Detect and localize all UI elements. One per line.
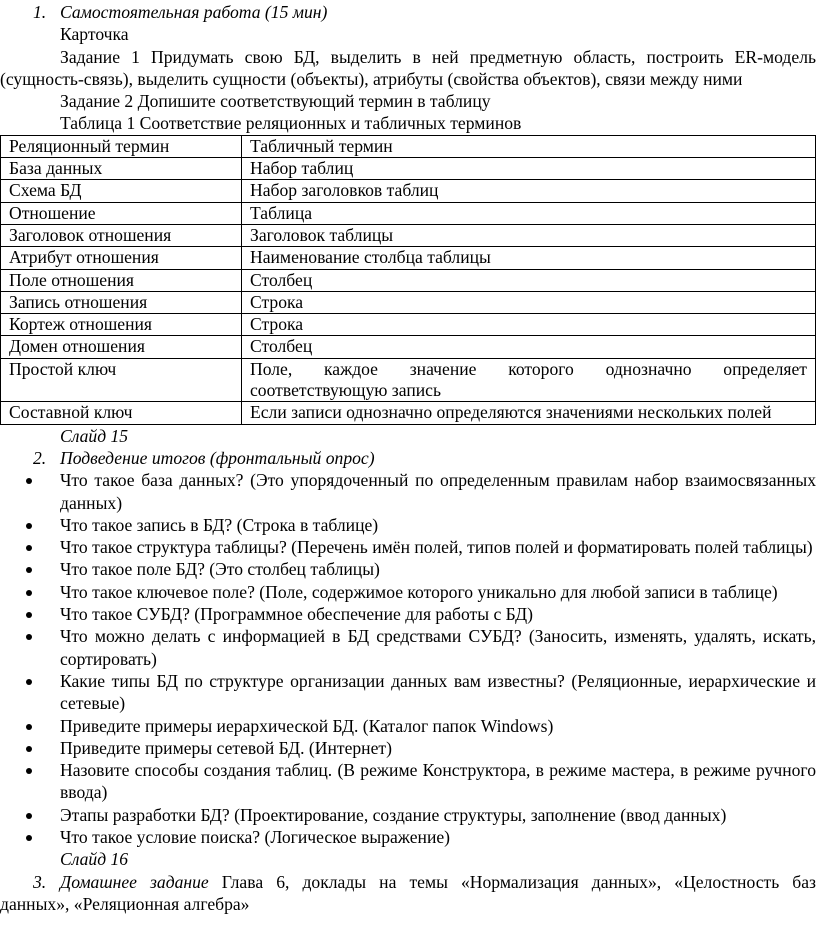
table-row (1, 224, 816, 246)
bullet-icon (26, 746, 32, 752)
bullet-icon (26, 724, 32, 730)
bullet-icon (26, 523, 32, 529)
bullet-icon (26, 567, 32, 573)
list-item (0, 558, 816, 580)
question-text: Что такое структура таблицы? (Перечень имён полей, типов полей и форматировать полей таблицы) (60, 537, 813, 558)
tabular-term-cell: Заголовок таблицы (242, 224, 816, 246)
relational-term-cell: Домен отношения (1, 336, 242, 358)
table-header-row (1, 135, 816, 157)
list-item (0, 715, 816, 737)
table-row (1, 180, 816, 202)
relational-term-cell: Составной ключ (1, 402, 242, 424)
section-1-number: 1. (33, 2, 47, 22)
question-text: Что такое запись в БД? (Строка в таблице) (60, 514, 379, 535)
table-caption: Таблица 1 Соответствие реляционных и табличных терминов (60, 113, 522, 134)
tabular-term-cell: Набор заголовков таблиц (242, 180, 816, 202)
question-text: Что такое ключевое поле? (Поле, содержимое которого уникально для любой записи в таблице) (60, 581, 778, 602)
section-2-title: Подведение итогов (фронтальный опрос) (60, 447, 375, 468)
question-text: Приведите примеры сетевой БД. (Интернет) (60, 737, 392, 758)
list-item (0, 514, 816, 536)
section-2-heading (0, 447, 816, 469)
question-text: Что такое поле БД? (Это столбец таблицы) (60, 559, 380, 580)
task-1-line-1: Задание 1 Придумать свою БД, выделить в ней предметную область, построить ER-модель (60, 46, 816, 67)
question-text: Что можно делать с информацией в БД средствами СУБД? (Заносить, изменять, удалять, искать, сортировать) (60, 626, 816, 669)
bullet-icon (26, 768, 32, 774)
bullet-icon (26, 545, 32, 551)
list-item (0, 603, 816, 625)
table-row (1, 358, 816, 402)
relational-term-cell: Поле отношения (1, 269, 242, 291)
header-relational: Реляционный термин (1, 135, 242, 157)
relational-term-cell: Атрибут отношения (1, 247, 242, 269)
question-text: Этапы разработки БД? (Проектирование, создание структуры, заполнение (ввод данных) (60, 804, 727, 825)
relational-term-cell: База данных (1, 158, 242, 180)
question-text: Что такое база данных? (Это упорядоченный по определенным правилам набор взаимосвязанных данных) (60, 470, 816, 513)
tabular-term-cell: Наименование столбца таблицы (242, 247, 816, 269)
question-text: Что такое условие поиска? (Логическое выражение) (60, 826, 451, 847)
tabular-term-cell: Строка (242, 291, 816, 313)
slide-16-label: Слайд 16 (60, 849, 129, 870)
header-tabular: Табличный термин (242, 135, 816, 157)
relational-term-cell: Заголовок отношения (1, 224, 242, 246)
section-3-title: Домашнее задание (60, 871, 209, 892)
bullet-icon (26, 478, 32, 484)
section-1-title: Самостоятельная работа (15 мин) (60, 2, 328, 22)
tabular-term-cell: Строка (242, 314, 816, 336)
relational-term-cell: Простой ключ (1, 358, 242, 402)
tabular-term-cell: Столбец (242, 336, 816, 358)
card-label: Карточка (60, 24, 129, 45)
bullet-icon (26, 813, 32, 819)
section-3-text-1: Глава 6, доклады на темы «Нормализация данных», «Целостность баз (208, 871, 816, 892)
list-item (0, 670, 816, 715)
list-item (0, 536, 816, 558)
relational-term-cell: Отношение (1, 202, 242, 224)
table-row (1, 336, 816, 358)
terms-table (0, 135, 816, 425)
question-text: Назовите способы создания таблиц. (В режиме Конструктора, в режиме мастера, в режиме ручного ввода) (60, 760, 816, 803)
table-row (1, 291, 816, 313)
table-row (1, 158, 816, 180)
question-text: Приведите примеры иерархической БД. (Каталог папок Windows) (60, 715, 554, 736)
question-text: Что такое СУБД? (Программное обеспечение для работы с БД) (60, 604, 533, 625)
tabular-term-cell: Столбец (242, 269, 816, 291)
list-item (0, 581, 816, 603)
list-item (0, 759, 816, 804)
table-row (1, 202, 816, 224)
list-item (0, 826, 816, 848)
list-item (0, 737, 816, 759)
relational-term-cell: Кортеж отношения (1, 314, 242, 336)
section-3-line-1 (0, 871, 816, 893)
questions-list (0, 469, 816, 848)
section-3-number: 3. (33, 871, 47, 892)
tabular-term-cell: Набор таблиц (242, 158, 816, 180)
bullet-icon (26, 679, 32, 685)
list-item (0, 625, 816, 670)
tabular-term-cell: Поле, каждое значение которого однозначно определяет соответствующую запись (242, 358, 816, 402)
section-1-heading (0, 1, 816, 23)
table-row (1, 402, 816, 424)
slide-15-label: Слайд 15 (60, 425, 129, 446)
tabular-term-cell: Если записи однозначно определяются значениями нескольких полей (242, 402, 816, 424)
list-item (0, 804, 816, 826)
list-item (0, 469, 816, 514)
task-2: Задание 2 Допишите соответствующий термин в таблицу (60, 91, 491, 112)
relational-term-cell: Схема БД (1, 180, 242, 202)
bullet-icon (26, 835, 32, 841)
relational-term-cell: Запись отношения (1, 291, 242, 313)
table-row (1, 247, 816, 269)
table-row (1, 269, 816, 291)
section-3-text-2: данных», «Реляционная алгебра» (0, 893, 250, 914)
task-1-line-2: (сущность-связь), выделить сущности (объекты), атрибуты (свойства объектов), связи между ними (0, 68, 743, 89)
question-text: Какие типы БД по структуре организации данных вам известны? (Реляционные, иерархические и сетевые) (60, 670, 816, 714)
bullet-icon (26, 634, 32, 640)
bullet-icon (26, 612, 32, 618)
bullet-icon (26, 590, 32, 596)
table-row (1, 314, 816, 336)
section-2-number: 2. (33, 447, 47, 468)
tabular-term-cell: Таблица (242, 202, 816, 224)
